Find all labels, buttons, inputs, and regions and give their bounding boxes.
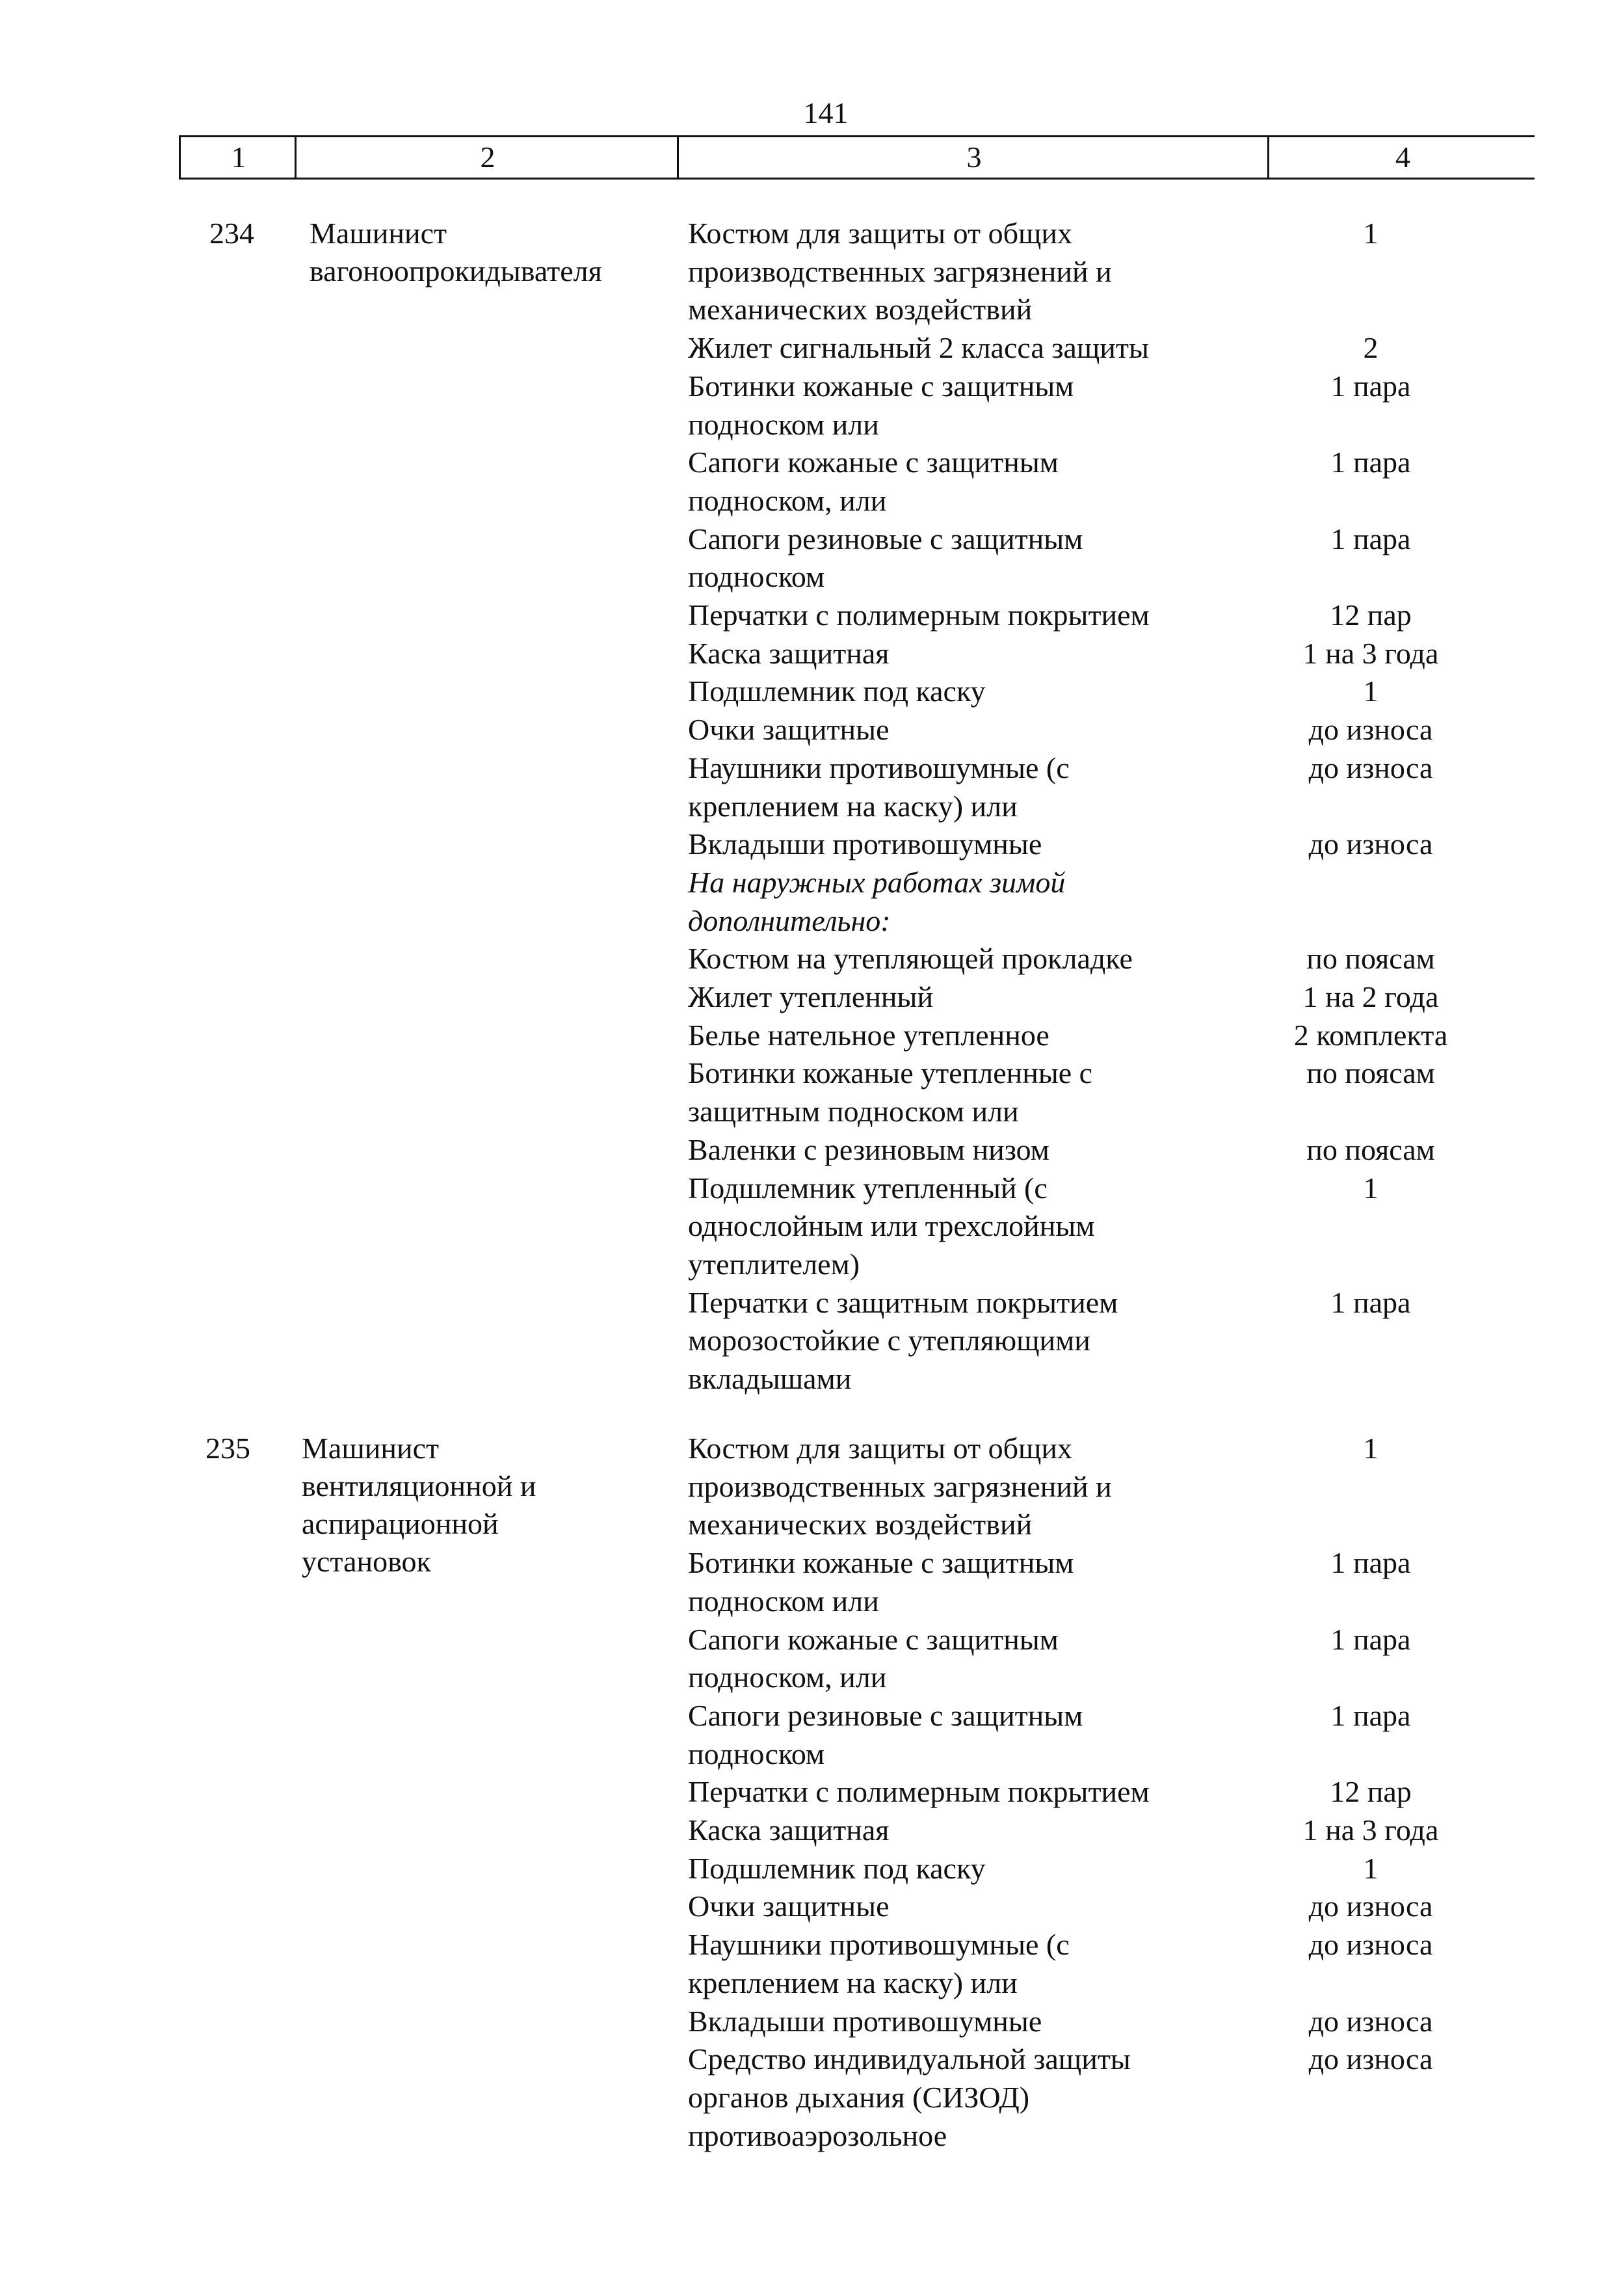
- ppe-item: [688, 940, 1533, 978]
- ppe-item-name: [688, 711, 1234, 749]
- ppe-item-name-line: подноском: [688, 560, 825, 594]
- ppe-item-name: [688, 825, 1234, 864]
- ppe-item: [688, 1926, 1533, 2002]
- ppe-item-quantity: до износа: [1308, 751, 1433, 784]
- header-col-4: 4: [1267, 137, 1537, 178]
- ppe-item: [688, 520, 1533, 596]
- ppe-item-quantity: до износа: [1308, 2004, 1433, 2038]
- ppe-item: [688, 215, 1533, 329]
- row-number: 234: [209, 217, 254, 250]
- ppe-item-name-line: Сапоги резиновые с защитным: [688, 1698, 1083, 1732]
- ppe-item: [688, 1811, 1533, 1850]
- ppe-item-name-line: вкладышами: [688, 1362, 852, 1396]
- ppe-item-name: [688, 940, 1234, 978]
- ppe-item-quantity: 2 комплекта: [1293, 1018, 1448, 1052]
- ppe-item-name: [688, 1773, 1234, 1811]
- ppe-item: [688, 2003, 1533, 2041]
- ppe-item-name-line: Жилет утепленный: [688, 980, 934, 1014]
- ppe-item-quantity: [1234, 864, 1507, 940]
- ppe-item-name-line: Ботинки кожаные с защитным: [688, 1546, 1074, 1580]
- ppe-item-name-line: Валенки с резиновым низом: [688, 1132, 1049, 1166]
- ppe-item-quantity: 1: [1363, 1851, 1379, 1885]
- ppe-item-name: [688, 215, 1234, 329]
- ppe-item-name-line: Перчатки с полимерным покрытием: [688, 1775, 1150, 1809]
- ppe-item-quantity: 1 пара: [1330, 1622, 1411, 1656]
- ppe-item: [688, 978, 1533, 1017]
- ppe-item-name-line: защитным подноском или: [688, 1095, 1019, 1128]
- ppe-item-quantity: 1 пара: [1330, 1546, 1411, 1580]
- ppe-item-name-line: Вкладыши противошумные: [688, 2004, 1042, 2038]
- ppe-item-quantity: до износа: [1308, 713, 1433, 747]
- ppe-item: [688, 1888, 1533, 1926]
- ppe-item-name-line: Подшлемник под каску: [688, 1851, 986, 1885]
- profession-line: Машинист: [302, 1432, 440, 1465]
- ppe-list: [688, 215, 1533, 1398]
- ppe-item-name-line: органов дыхания (СИЗОД): [688, 2080, 1030, 2114]
- ppe-item: [688, 1017, 1533, 1055]
- ppe-item: [688, 635, 1533, 673]
- ppe-item-name: [688, 1544, 1234, 1620]
- ppe-item-quantity: по поясам: [1306, 1056, 1435, 1090]
- ppe-item: [688, 825, 1533, 864]
- ppe-item-name: [688, 2040, 1234, 2155]
- ppe-item: [688, 1697, 1533, 1773]
- ppe-item-name: [688, 1054, 1234, 1130]
- header-col-3: 3: [677, 137, 1269, 178]
- ppe-item-name-line: подноском или: [688, 1584, 879, 1618]
- ppe-item: [688, 749, 1533, 825]
- ppe-item-name-line: Жилет сигнальный 2 класса защиты: [688, 331, 1149, 365]
- ppe-item-name: [688, 1850, 1234, 1888]
- ppe-list: [688, 1430, 1533, 2155]
- ppe-item-name-line: Белье нательное утепленное: [688, 1018, 1049, 1052]
- ppe-item-name: [688, 1926, 1234, 2002]
- ppe-item-name-line: На наружных работах зимой: [688, 865, 1066, 899]
- ppe-item-quantity: 1 на 3 года: [1302, 1813, 1439, 1847]
- ppe-item-name-line: подноском, или: [688, 1661, 887, 1694]
- ppe-item-name: [688, 635, 1234, 673]
- ppe-item-name-line: производственных загрязнений и: [688, 1469, 1112, 1503]
- ppe-item-quantity: 12 пар: [1330, 598, 1412, 632]
- ppe-item-name-line: Ботинки кожаные утепленные с: [688, 1056, 1093, 1090]
- ppe-item: [688, 367, 1533, 444]
- ppe-item-name-line: Костюм для защиты от общих: [688, 217, 1073, 250]
- ppe-item-name: [688, 329, 1234, 367]
- table-header: [179, 135, 1535, 180]
- ppe-item: [688, 1131, 1533, 1169]
- ppe-item-name-line: Наушники противошумные (с: [688, 1928, 1070, 1962]
- ppe-item-name: [688, 2003, 1234, 2041]
- ppe-item-name-line: Каска защитная: [688, 636, 890, 670]
- ppe-item-name-line: производственных загрязнений и: [688, 254, 1112, 288]
- ppe-item: [688, 673, 1533, 711]
- ppe-item: [688, 711, 1533, 749]
- ppe-item-name: [688, 1621, 1234, 1697]
- ppe-item: [688, 444, 1533, 520]
- ppe-item-quantity: до износа: [1308, 827, 1433, 861]
- ppe-item-name-line: Ботинки кожаные с защитным: [688, 369, 1074, 403]
- ppe-item-quantity: до износа: [1308, 2042, 1433, 2076]
- ppe-item: [688, 1284, 1533, 1398]
- ppe-item-quantity: 2: [1363, 331, 1379, 365]
- ppe-item-name-line: противоаэрозольное: [688, 2118, 947, 2152]
- ppe-item-quantity: 1 пара: [1330, 369, 1411, 403]
- section-note: [688, 864, 1234, 940]
- ppe-item-name-line: Вкладыши противошумные: [688, 827, 1042, 861]
- ppe-item-quantity: 1 на 3 года: [1302, 636, 1439, 670]
- ppe-item: [688, 1054, 1533, 1130]
- ppe-item-name: [688, 520, 1234, 596]
- ppe-item-name-line: подноском: [688, 1737, 825, 1770]
- ppe-item: [688, 1773, 1533, 1811]
- ppe-item-name: [688, 749, 1234, 825]
- ppe-item-name-line: Подшлемник утепленный (с: [688, 1171, 1048, 1205]
- ppe-item-name-line: Очки защитные: [688, 1889, 890, 1923]
- ppe-item-name: [688, 444, 1234, 520]
- ppe-item: [688, 1430, 1533, 1544]
- ppe-item-quantity: 1 пара: [1330, 446, 1411, 479]
- profession-line: вентиляционной и: [302, 1469, 536, 1502]
- profession-line: аспирационной: [302, 1507, 499, 1540]
- ppe-item-quantity: по поясам: [1306, 942, 1435, 976]
- profession-line: Машинист: [310, 217, 447, 250]
- ppe-item: [688, 2040, 1533, 2155]
- ppe-item: [688, 1544, 1533, 1620]
- profession-name: [302, 1430, 536, 1581]
- ppe-item-name-line: Подшлемник под каску: [688, 674, 986, 708]
- ppe-item-name-line: Костюм для защиты от общих: [688, 1432, 1073, 1465]
- ppe-item: [688, 596, 1533, 635]
- ppe-item-name: [688, 367, 1234, 444]
- ppe-item-name-line: Наушники противошумные (с: [688, 751, 1070, 784]
- ppe-item-name-line: Каска защитная: [688, 1813, 890, 1847]
- ppe-item-name-line: Сапоги кожаные с защитным: [688, 1622, 1059, 1656]
- ppe-item-name-line: дополнительно:: [688, 903, 891, 937]
- ppe-item-name: [688, 978, 1234, 1017]
- ppe-item: [688, 1850, 1533, 1888]
- ppe-item-name-line: Сапоги резиновые с защитным: [688, 522, 1083, 555]
- ppe-item-name: [688, 1284, 1234, 1398]
- ppe-item-name-line: утеплителем): [688, 1247, 860, 1281]
- ppe-item-quantity: до износа: [1308, 1889, 1433, 1923]
- ppe-item-name: [688, 1430, 1234, 1544]
- ppe-item-name-line: подноском или: [688, 407, 879, 441]
- ppe-item-quantity: 1: [1363, 1432, 1379, 1465]
- ppe-item: [688, 1169, 1533, 1284]
- ppe-item-quantity: 1 пара: [1330, 1698, 1411, 1732]
- ppe-item-name-line: Перчатки с защитным покрытием: [688, 1285, 1118, 1319]
- ppe-item-name: [688, 1169, 1234, 1284]
- row-number: 235: [205, 1432, 250, 1465]
- ppe-item-name-line: креплением на каску) или: [688, 1966, 1018, 1999]
- ppe-item-name-line: Костюм на утепляющей прокладке: [688, 942, 1133, 976]
- ppe-item: [688, 864, 1533, 940]
- ppe-item-quantity: по поясам: [1306, 1132, 1435, 1166]
- ppe-item-name-line: механических воздействий: [688, 1508, 1033, 1542]
- ppe-item-name: [688, 1017, 1234, 1055]
- ppe-item-quantity: 1 пара: [1330, 1285, 1411, 1319]
- header-col-2: 2: [295, 137, 679, 178]
- ppe-item: [688, 1621, 1533, 1697]
- ppe-item: [688, 329, 1533, 367]
- ppe-item-quantity: 1: [1363, 674, 1379, 708]
- ppe-item-name-line: креплением на каску) или: [688, 789, 1018, 823]
- profession-name: [310, 215, 602, 290]
- ppe-item-name-line: подноском, или: [688, 483, 887, 517]
- ppe-item-name-line: Средство индивидуальной защиты: [688, 2042, 1131, 2076]
- header-col-1: 1: [179, 137, 297, 178]
- page-number: 141: [803, 96, 849, 129]
- ppe-item-name: [688, 1811, 1234, 1850]
- ppe-item-name-line: Сапоги кожаные с защитным: [688, 446, 1059, 479]
- ppe-item-quantity: 1: [1363, 217, 1379, 250]
- ppe-item-quantity: 1: [1363, 1171, 1379, 1205]
- profession-line: вагоноопрокидывателя: [310, 254, 602, 287]
- ppe-item-name: [688, 673, 1234, 711]
- ppe-item-name-line: механических воздействий: [688, 293, 1033, 327]
- profession-line: установок: [302, 1545, 431, 1578]
- ppe-item-quantity: 1 на 2 года: [1302, 980, 1439, 1014]
- ppe-item-quantity: 12 пар: [1330, 1775, 1412, 1809]
- ppe-item-name: [688, 1131, 1234, 1169]
- ppe-item-name-line: морозостойкие с утепляющими: [688, 1324, 1090, 1357]
- ppe-item-name-line: однослойным или трехслойным: [688, 1209, 1095, 1243]
- ppe-item-name: [688, 596, 1234, 635]
- ppe-item-quantity: до износа: [1308, 1928, 1433, 1962]
- ppe-item-name: [688, 1697, 1234, 1773]
- ppe-item-quantity: 1 пара: [1330, 522, 1411, 555]
- ppe-item-name-line: Очки защитные: [688, 713, 890, 747]
- ppe-item-name-line: Перчатки с полимерным покрытием: [688, 598, 1150, 632]
- ppe-item-name: [688, 1888, 1234, 1926]
